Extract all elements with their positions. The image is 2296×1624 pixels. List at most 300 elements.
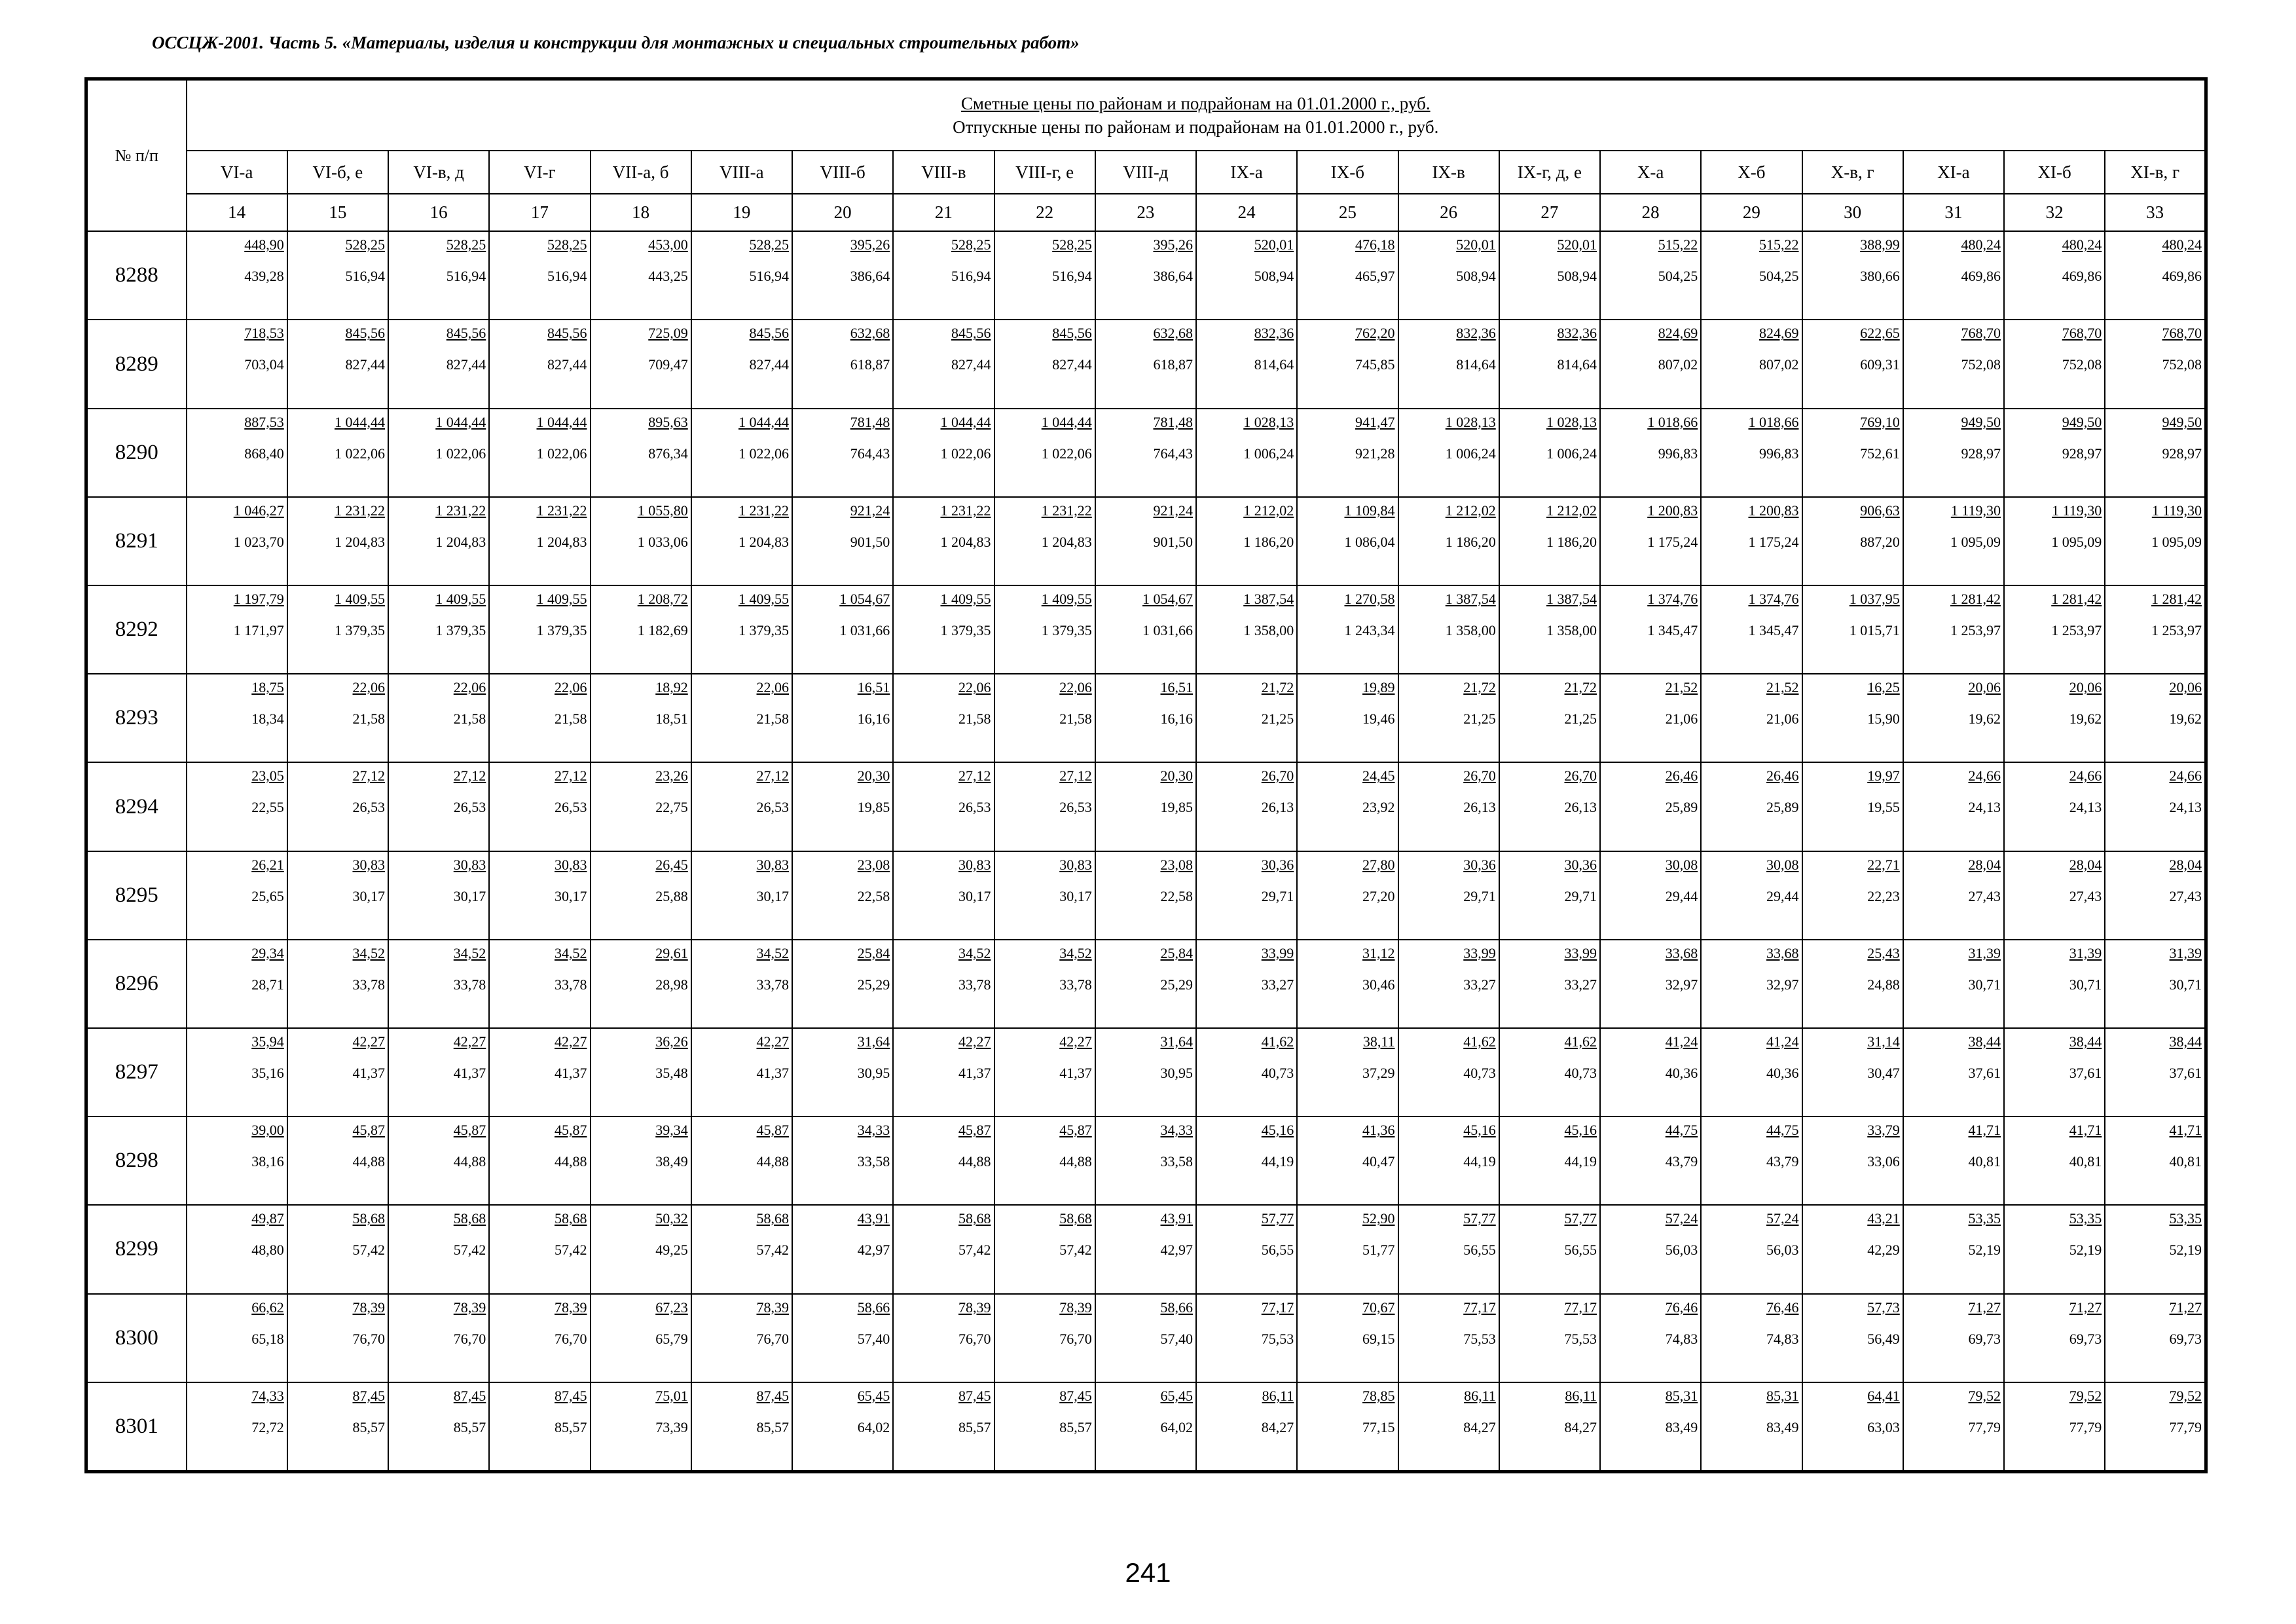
estimate-price: 480,24 (2162, 236, 2202, 253)
estimate-price: 22,06 (352, 679, 385, 696)
price-cell (187, 320, 287, 408)
release-price: 1 006,24 (1445, 445, 1496, 462)
price-pair (793, 1029, 892, 1082)
price-pair (793, 586, 892, 640)
price-pair (490, 940, 589, 994)
release-price: 38,49 (655, 1153, 688, 1170)
estimate-price: 1 212,02 (1445, 502, 1496, 519)
price-pair (2005, 586, 2104, 640)
release-price: 41,37 (352, 1064, 385, 1081)
release-price: 69,73 (2069, 1330, 2102, 1347)
price-pair (490, 232, 589, 286)
release-price: 49,25 (655, 1242, 688, 1259)
price-cell (287, 497, 388, 585)
release-price: 56,03 (1665, 1242, 1698, 1259)
estimate-price: 20,06 (1968, 679, 2001, 696)
price-pair (2105, 940, 2204, 994)
price-pair (1096, 1029, 1195, 1082)
price-cell (994, 851, 1095, 940)
price-cell (1903, 320, 2004, 408)
price-cell (1600, 1116, 1701, 1205)
price-cell (1196, 320, 1297, 408)
price-cell (1903, 1294, 2004, 1382)
release-price: 901,50 (850, 533, 890, 550)
price-pair (1601, 674, 1700, 728)
price-pair (692, 586, 792, 640)
price-pair (692, 940, 792, 994)
price-cell (187, 851, 287, 940)
price-cell (792, 231, 893, 320)
estimate-price: 30,83 (352, 856, 385, 873)
release-price: 19,46 (1362, 710, 1395, 728)
price-cell (187, 762, 287, 851)
price-pair (591, 232, 691, 286)
estimate-price: 1 044,44 (1041, 413, 1092, 430)
price-pair (995, 320, 1095, 374)
release-price: 996,83 (1658, 445, 1698, 462)
release-price: 1 031,66 (839, 622, 890, 639)
estimate-price: 26,70 (1564, 767, 1597, 784)
price-pair (1197, 232, 1296, 286)
release-price: 745,85 (1355, 356, 1395, 373)
price-pair (692, 320, 792, 374)
estimate-price: 58,68 (958, 1210, 991, 1227)
estimate-price: 1 231,22 (536, 502, 587, 519)
estimate-price: 1 119,30 (2151, 502, 2202, 519)
estimate-price: 53,35 (2169, 1210, 2202, 1227)
estimate-price: 21,72 (1463, 679, 1496, 696)
release-price: 33,06 (1867, 1153, 1900, 1170)
release-price: 21,25 (1463, 710, 1496, 728)
price-pair (389, 1383, 488, 1437)
price-cell (591, 231, 691, 320)
price-pair (894, 1029, 993, 1082)
price-cell (1095, 585, 1196, 674)
release-price: 1 379,35 (940, 622, 991, 639)
estimate-price: 1 119,30 (1950, 502, 2001, 519)
price-cell (1903, 1116, 2004, 1205)
estimate-price: 27,12 (1059, 767, 1092, 784)
estimate-price: 42,27 (352, 1033, 385, 1050)
estimate-price: 832,36 (1254, 325, 1294, 342)
estimate-price: 44,75 (1665, 1122, 1698, 1139)
price-pair (692, 232, 792, 286)
release-price: 1 022,06 (940, 445, 991, 462)
release-price: 84,27 (1261, 1418, 1294, 1435)
release-price: 57,40 (1160, 1330, 1193, 1347)
price-pair (2005, 1206, 2104, 1259)
release-price: 26,53 (756, 799, 789, 816)
price-cell (388, 674, 489, 762)
release-price: 24,13 (1968, 799, 2001, 816)
price-pair (1500, 1383, 1599, 1437)
estimate-price: 30,08 (1766, 856, 1799, 873)
title-row (86, 79, 2206, 151)
price-pair (1702, 1029, 1801, 1082)
price-pair (1096, 852, 1195, 906)
price-pair (995, 409, 1095, 463)
estimate-price: 18,75 (251, 679, 284, 696)
price-pair (1500, 409, 1599, 463)
estimate-price: 25,43 (1867, 944, 1900, 961)
price-pair (894, 409, 993, 463)
release-price: 30,17 (453, 887, 486, 904)
price-cell (489, 585, 590, 674)
price-pair (793, 1295, 892, 1348)
price-cell (1095, 1028, 1196, 1116)
release-price: 57,42 (958, 1242, 991, 1259)
price-cell (2004, 320, 2105, 408)
estimate-price: 29,61 (655, 944, 688, 961)
price-cell (1903, 1028, 2004, 1116)
price-cell (1600, 585, 1701, 674)
price-table (84, 77, 2208, 1473)
price-pair (2005, 320, 2104, 374)
estimate-price: 1 044,44 (940, 413, 991, 430)
estimate-price: 26,21 (251, 856, 284, 873)
estimate-price: 480,24 (1961, 236, 2001, 253)
price-cell (994, 585, 1095, 674)
estimate-price: 74,33 (251, 1387, 284, 1404)
release-price: 827,44 (345, 356, 385, 373)
price-cell (691, 674, 792, 762)
price-cell (994, 1116, 1095, 1205)
release-price: 1 379,35 (1041, 622, 1092, 639)
release-price: 33,58 (857, 1153, 890, 1170)
release-price: 1 006,24 (1243, 445, 1294, 462)
estimate-price: 85,31 (1665, 1387, 1698, 1404)
estimate-price: 1 270,58 (1344, 591, 1395, 608)
price-cell (1802, 1205, 1903, 1293)
price-cell (1903, 851, 2004, 940)
estimate-price: 845,56 (345, 325, 385, 342)
estimate-price: 38,11 (1362, 1033, 1395, 1050)
price-cell (1802, 940, 1903, 1028)
price-cell (1196, 674, 1297, 762)
release-price: 40,47 (1362, 1153, 1395, 1170)
price-cell (893, 851, 994, 940)
price-cell (1398, 1294, 1499, 1382)
release-price: 469,86 (1961, 268, 2001, 285)
release-price: 26,13 (1564, 799, 1597, 816)
release-price: 77,79 (2169, 1418, 2202, 1435)
release-price: 52,19 (1968, 1242, 2001, 1259)
estimate-price: 87,45 (453, 1387, 486, 1404)
price-pair (1298, 940, 1397, 994)
price-cell (893, 1028, 994, 1116)
price-pair (1904, 940, 2003, 994)
price-pair (995, 586, 1095, 640)
price-pair (1803, 320, 1903, 374)
price-pair (1702, 1206, 1801, 1259)
price-cell (388, 1205, 489, 1293)
price-pair (490, 1383, 589, 1437)
price-pair (1197, 763, 1296, 817)
price-cell (792, 585, 893, 674)
estimate-price: 24,66 (2169, 767, 2202, 784)
price-pair (1702, 1295, 1801, 1348)
price-cell (591, 320, 691, 408)
column-number: 19 (691, 194, 792, 231)
price-title-cell (187, 79, 2206, 151)
estimate-price: 1 200,83 (1748, 502, 1799, 519)
estimate-price: 1 054,67 (839, 591, 890, 608)
release-price: 30,17 (756, 887, 789, 904)
price-pair (2005, 498, 2104, 551)
release-price: 30,17 (555, 887, 587, 904)
release-price: 887,20 (1860, 533, 1900, 550)
price-pair (389, 586, 488, 640)
release-price: 64,02 (857, 1418, 890, 1435)
estimate-price: 515,22 (1759, 236, 1799, 253)
price-pair (288, 409, 388, 463)
estimate-price: 25,84 (1160, 944, 1193, 961)
price-pair (490, 320, 589, 374)
price-cell (2004, 762, 2105, 851)
column-number: 32 (2004, 194, 2105, 231)
table-row (86, 851, 2206, 940)
price-cell (691, 851, 792, 940)
price-cell (1600, 231, 1701, 320)
release-price: 27,43 (2169, 887, 2202, 904)
price-cell (792, 1205, 893, 1293)
price-cell (2004, 585, 2105, 674)
price-pair (1803, 763, 1903, 817)
release-price: 41,37 (958, 1064, 991, 1081)
release-price: 1 253,97 (2051, 622, 2102, 639)
release-price: 84,27 (1463, 1418, 1496, 1435)
estimate-price: 57,77 (1463, 1210, 1496, 1227)
price-cell (1802, 585, 1903, 674)
price-pair (389, 1029, 488, 1082)
release-price: 41,37 (1059, 1064, 1092, 1081)
release-price: 26,53 (453, 799, 486, 816)
region-header: X-б (1701, 151, 1802, 194)
estimate-price: 1 046,27 (233, 502, 284, 519)
region-header: VIII-а (691, 151, 792, 194)
price-pair (288, 1295, 388, 1348)
price-cell (1600, 1028, 1701, 1116)
estimate-price: 22,06 (958, 679, 991, 696)
estimate-price: 632,68 (850, 325, 890, 342)
estimate-price: 718,53 (244, 325, 284, 342)
release-price: 465,97 (1355, 268, 1395, 285)
estimate-price: 23,08 (857, 856, 890, 873)
estimate-price: 1 109,84 (1344, 502, 1395, 519)
price-pair (692, 763, 792, 817)
release-price: 29,44 (1766, 887, 1799, 904)
release-price: 40,73 (1463, 1064, 1496, 1081)
release-price: 1 031,66 (1142, 622, 1193, 639)
table-row (86, 497, 2206, 585)
release-price: 65,18 (251, 1330, 284, 1347)
release-price: 22,75 (655, 799, 688, 816)
price-cell (1499, 1116, 1600, 1205)
release-price: 1 175,24 (1647, 533, 1698, 550)
release-price: 21,25 (1261, 710, 1294, 728)
price-pair (1904, 320, 2003, 374)
price-pair (187, 1295, 287, 1348)
estimate-price: 24,66 (1968, 767, 2001, 784)
price-cell (287, 585, 388, 674)
column-number: 31 (1903, 194, 2004, 231)
release-price: 1 186,20 (1243, 533, 1294, 550)
price-pair (187, 232, 287, 286)
price-cell (2105, 1294, 2206, 1382)
estimate-price: 65,45 (1160, 1387, 1193, 1404)
estimate-price: 1 409,55 (1041, 591, 1092, 608)
price-pair (995, 232, 1095, 286)
price-pair (1500, 852, 1599, 906)
price-cell (893, 231, 994, 320)
estimate-price: 21,52 (1665, 679, 1698, 696)
column-number: 24 (1196, 194, 1297, 231)
price-cell (1297, 1294, 1398, 1382)
estimate-price: 906,63 (1860, 502, 1900, 519)
price-pair (1803, 1029, 1903, 1082)
price-pair (1702, 586, 1801, 640)
price-pair (490, 852, 589, 906)
release-price: 76,70 (352, 1330, 385, 1347)
price-cell (994, 1382, 1095, 1472)
release-price: 33,27 (1463, 976, 1496, 993)
estimate-price: 43,91 (1160, 1210, 1193, 1227)
price-cell (287, 762, 388, 851)
price-cell (1398, 940, 1499, 1028)
price-cell (1398, 585, 1499, 674)
release-price: 57,42 (756, 1242, 789, 1259)
release-price: 33,27 (1261, 976, 1294, 993)
price-pair (1904, 586, 2003, 640)
price-pair (591, 674, 691, 728)
price-pair (1500, 232, 1599, 286)
estimate-price: 1 212,02 (1243, 502, 1294, 519)
release-price: 1 023,70 (233, 533, 284, 550)
price-cell (388, 320, 489, 408)
price-pair (1399, 498, 1499, 551)
estimate-price: 824,69 (1759, 325, 1799, 342)
price-pair (1197, 586, 1296, 640)
price-pair (894, 674, 993, 728)
estimate-price: 42,27 (756, 1033, 789, 1050)
release-price: 28,71 (251, 976, 284, 993)
table-row (86, 585, 2206, 674)
price-pair (1500, 763, 1599, 817)
release-price: 807,02 (1658, 356, 1698, 373)
price-cell (893, 1116, 994, 1205)
estimate-price: 78,39 (756, 1299, 789, 1316)
estimate-price: 1 197,79 (233, 591, 284, 608)
price-pair (2105, 763, 2204, 817)
estimate-price: 41,62 (1463, 1033, 1496, 1050)
price-pair (490, 1029, 589, 1082)
estimate-price: 76,46 (1766, 1299, 1799, 1316)
estimate-price: 949,50 (2162, 413, 2202, 430)
price-pair (692, 1029, 792, 1082)
release-price: 16,16 (1160, 710, 1193, 728)
price-pair (1399, 1029, 1499, 1082)
price-cell (2105, 1116, 2206, 1205)
estimate-price: 78,39 (958, 1299, 991, 1316)
release-price: 40,73 (1564, 1064, 1597, 1081)
estimate-price: 27,12 (352, 767, 385, 784)
price-cell (1499, 1205, 1600, 1293)
price-cell (287, 1205, 388, 1293)
price-cell (1701, 409, 1802, 497)
price-cell (1398, 762, 1499, 851)
price-pair (1904, 1383, 2003, 1437)
price-cell (1499, 1294, 1600, 1382)
release-price: 41,37 (453, 1064, 486, 1081)
estimate-price: 1 409,55 (738, 591, 789, 608)
release-price: 69,73 (2169, 1330, 2202, 1347)
release-price: 18,34 (251, 710, 284, 728)
price-pair (1399, 763, 1499, 817)
price-pair (1197, 409, 1296, 463)
estimate-price: 42,27 (453, 1033, 486, 1050)
release-price: 386,64 (1153, 268, 1193, 285)
release-price: 1 204,83 (435, 533, 486, 550)
price-cell (1499, 1028, 1600, 1116)
release-price: 827,44 (446, 356, 486, 373)
release-price: 1 379,35 (536, 622, 587, 639)
column-number: 30 (1802, 194, 1903, 231)
estimate-price: 36,26 (655, 1033, 688, 1050)
price-pair (2105, 852, 2204, 906)
release-price: 25,89 (1766, 799, 1799, 816)
estimate-price: 34,52 (958, 944, 991, 961)
estimate-price: 86,11 (1464, 1387, 1496, 1404)
price-pair (2005, 940, 2104, 994)
release-price: 30,17 (352, 887, 385, 904)
page-number: 241 (1125, 1557, 1171, 1588)
price-pair (1702, 852, 1801, 906)
price-cell (1903, 409, 2004, 497)
price-pair (793, 763, 892, 817)
price-pair (995, 1295, 1095, 1348)
release-price: 827,44 (951, 356, 991, 373)
release-price: 30,46 (1362, 976, 1395, 993)
release-price: 48,80 (251, 1242, 284, 1259)
release-price: 21,58 (352, 710, 385, 728)
price-pair (1298, 232, 1397, 286)
estimate-price: 1 409,55 (940, 591, 991, 608)
price-pair (1096, 1206, 1195, 1259)
release-price: 1 022,06 (536, 445, 587, 462)
price-pair (389, 1117, 488, 1171)
release-price: 26,13 (1463, 799, 1496, 816)
release-price: 1 095,09 (2151, 533, 2202, 550)
price-cell (287, 940, 388, 1028)
price-pair (1298, 763, 1397, 817)
table-row (86, 1382, 2206, 1472)
price-cell (1903, 1205, 2004, 1293)
release-price: 26,13 (1261, 799, 1294, 816)
price-cell (2105, 1205, 2206, 1293)
price-cell (2004, 497, 2105, 585)
price-cell (893, 1294, 994, 1382)
estimate-price: 16,51 (857, 679, 890, 696)
release-price: 764,43 (1153, 445, 1193, 462)
estimate-price: 58,68 (756, 1210, 789, 1227)
price-pair (2105, 498, 2204, 551)
price-pair (995, 1029, 1095, 1082)
price-pair (995, 674, 1095, 728)
estimate-price: 34,33 (857, 1122, 890, 1139)
price-pair (1399, 409, 1499, 463)
estimate-price: 1 044,44 (738, 413, 789, 430)
estimate-price: 22,06 (756, 679, 789, 696)
